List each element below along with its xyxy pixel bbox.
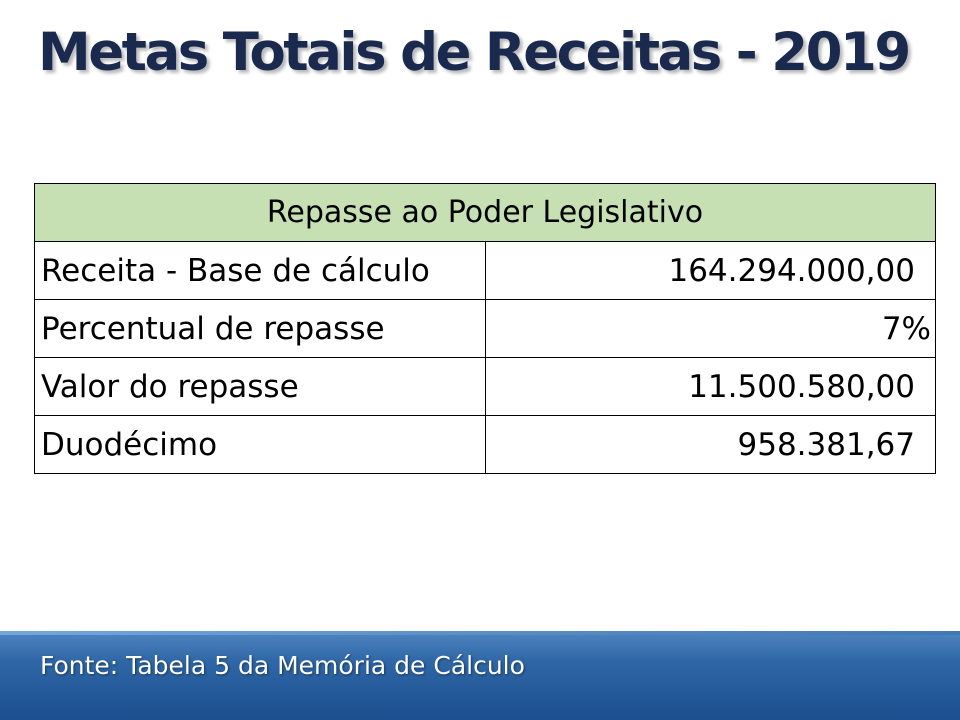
repasse-table (34, 183, 936, 474)
row-value-receita-base: 164.294.000,00 (485, 242, 936, 300)
table-row (35, 416, 936, 474)
table-header-row (35, 184, 936, 242)
row-value-percentual: 7% (485, 300, 936, 358)
row-value-valor-repasse: 11.500.580,00 (485, 358, 936, 416)
footer-source-text: Fonte: Tabela 5 da Memória de Cálculo (40, 651, 525, 680)
row-label-valor-repasse: Valor do repasse (35, 358, 486, 416)
table-header: Repasse ao Poder Legislativo (35, 184, 936, 242)
slide-title: Metas Totais de Receitas - 2019 (38, 22, 909, 83)
footer-highlight (0, 631, 960, 635)
row-label-duodecimo: Duodécimo (35, 416, 486, 474)
table-row (35, 300, 936, 358)
footer-band (0, 631, 960, 720)
row-label-percentual: Percentual de repasse (35, 300, 486, 358)
table-row (35, 358, 936, 416)
row-label-receita-base: Receita - Base de cálculo (35, 242, 486, 300)
row-value-duodecimo: 958.381,67 (485, 416, 936, 474)
table-row (35, 242, 936, 300)
